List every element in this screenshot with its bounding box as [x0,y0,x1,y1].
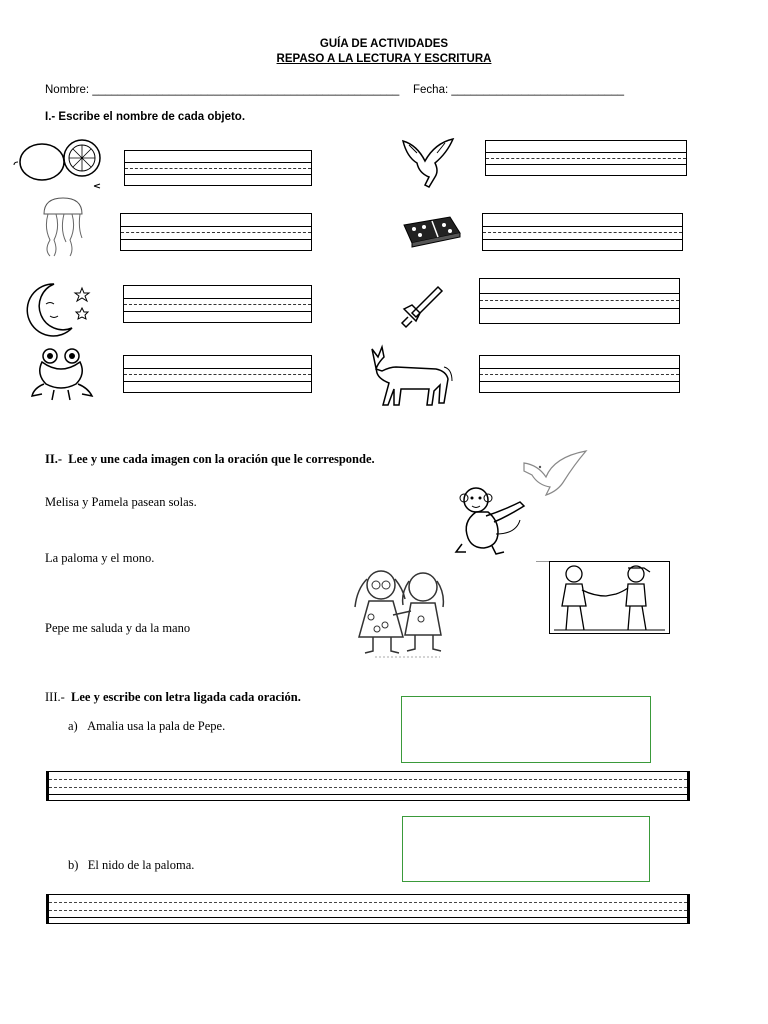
answer-lines-domino[interactable] [482,213,683,251]
page-title: GUÍA DE ACTIVIDADES [319,38,449,50]
answer-lines-bird[interactable] [485,140,687,176]
section3-number: III.- [45,690,65,704]
section2-heading [45,452,375,467]
answer-lines-jellyfish[interactable] [120,213,312,251]
sword-icon [398,283,448,329]
drawing-box-b[interactable] [402,816,650,882]
answer-lines-frog[interactable] [123,355,312,393]
moon-icon [24,282,94,338]
sentence-b-text: El nido de la paloma. [87,858,195,872]
section1-heading: I.- Escribe el nombre de cada objeto. [45,111,246,123]
section2-number: II.- [45,452,63,466]
sentence-a-marker: a) [68,719,78,733]
writing-staff-a[interactable] [46,771,690,801]
lemon-icon [10,140,110,190]
section3-text: Lee y escribe con letra ligada cada oración. [71,690,301,704]
match-sentence-1: Melisa y Pamela pasean solas. [45,495,197,509]
section2-text: Lee y une cada imagen con la oración que le corresponde. [68,452,375,466]
donkey-icon [368,343,454,405]
sentence-b-marker: b) [68,858,79,872]
answer-lines-sword[interactable] [479,278,680,324]
handshake-picture-frame [549,561,670,634]
domino-icon [400,215,464,249]
sentence-a [68,719,225,734]
name-field-row [45,84,399,96]
match-sentence-2: La paloma y el mono. [45,551,155,565]
jellyfish-icon [38,196,88,258]
answer-lines-lemon[interactable] [124,150,312,186]
dove-icon [522,449,592,499]
monkey-icon [452,484,532,556]
drawing-box-a[interactable] [401,696,651,763]
sentence-b [68,858,194,873]
name-blank[interactable]: ________________________________________________ [92,84,400,96]
answer-lines-moon[interactable] [123,285,312,323]
date-label: Fecha: [413,84,449,96]
date-field-row [413,84,624,96]
sentence-a-text: Amalia usa la pala de Pepe. [87,719,226,733]
bird-icon [395,133,465,189]
section3-heading [45,690,301,705]
girls-walking-icon [345,565,465,660]
match-sentence-3: Pepe me saluda y da la mano [45,621,191,635]
handshake-icon [550,562,669,633]
page-subtitle: REPASO A LA LECTURA Y ESCRITURA [276,53,492,65]
frog-icon [30,346,96,402]
answer-lines-donkey[interactable] [479,355,680,393]
date-blank[interactable]: ___________________________ [451,84,625,96]
name-label: Nombre: [45,84,90,96]
writing-staff-b[interactable] [46,894,690,924]
